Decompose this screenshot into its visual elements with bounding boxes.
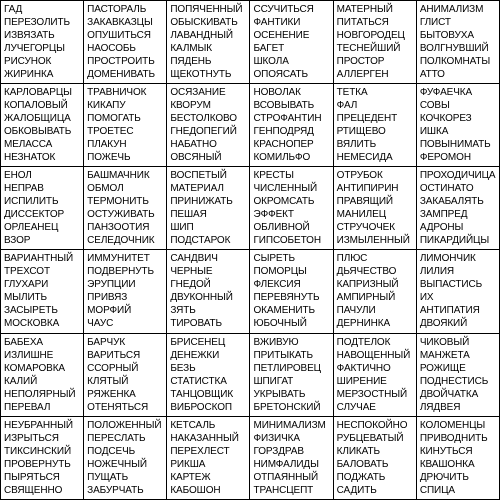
word-item: ОБМОЛ xyxy=(87,183,124,195)
word-item: ПОДСТАРОК xyxy=(170,235,231,247)
grid-cell xyxy=(250,84,333,167)
grid-cell xyxy=(334,250,417,333)
word-item: КРАСНОПЕР xyxy=(253,139,314,151)
word-item: АНИМАЛИЗМ xyxy=(419,4,484,15)
grid-cell xyxy=(334,84,417,167)
word-item: ЖАЛОБЩИЦА xyxy=(4,113,71,125)
word-item: КЛИКАТЬ xyxy=(336,445,380,457)
word-item: МОСКОВКА xyxy=(4,318,60,330)
word-item: РЯЖЕНКА xyxy=(87,388,136,400)
word-item: ПРИТЫКАТЬ xyxy=(253,349,313,361)
grid-cell xyxy=(250,417,333,500)
word-item: МЕЛАССА xyxy=(4,139,53,151)
word-item: ЗАКАВКАЗЦЫ xyxy=(87,17,153,28)
word-item: ТРАНСЦЕПТ xyxy=(253,484,314,496)
word-item: НЕПРАВ xyxy=(4,183,44,195)
word-item: ОПОЯСАТЬ xyxy=(253,69,308,80)
word-item: ПЯДЕНЬ xyxy=(170,56,212,67)
word-item: КАЛИЙ xyxy=(4,375,38,387)
word-item: ОСЕНЕНИЕ xyxy=(253,30,310,41)
word-item: ГЕНПОДРЯД xyxy=(253,126,314,138)
word-item: ПЕШАЯ xyxy=(170,209,207,221)
word-item: ВОЛГНУВШИЙ xyxy=(419,43,489,54)
grid-cell xyxy=(334,1,417,84)
word-item: ОСТУЖИВАТЬ xyxy=(87,209,155,221)
word-item: АТТО xyxy=(419,69,445,80)
word-item: ЩЕКОТНУТЬ xyxy=(170,69,232,80)
word-item: ВСОВЫВАТЬ xyxy=(253,100,315,112)
word-item: СТРОФАНТИН xyxy=(253,113,322,125)
word-item: НАОСОБЬ xyxy=(87,43,136,54)
word-item: НАКАЗАННЫЙ xyxy=(170,432,239,444)
word-item: ЗАБУРЧАТЬ xyxy=(87,484,144,496)
word-item: АДРОНЫ xyxy=(419,222,464,234)
word-item: ПРЕЦЕДЕНТ xyxy=(336,113,398,125)
word-item: АНТИПИРИН xyxy=(336,183,399,195)
word-item: САНДВИЧ xyxy=(170,253,218,265)
grid-cell xyxy=(84,417,167,500)
word-item: АНТИПАТИЯ xyxy=(419,305,480,317)
word-item: ПРИНИЖАТЬ xyxy=(170,196,233,208)
word-item: МОРФИЙ xyxy=(87,305,132,317)
word-item: ПАЧУЛИ xyxy=(336,305,376,317)
word-item: ПЕТЛИРОВЕЦ xyxy=(253,362,321,374)
word-item: МАТЕРИАЛ xyxy=(170,183,224,195)
word-item: БЕСТОЛКОВО xyxy=(170,113,237,125)
word-item: ЛИМОНЧИК xyxy=(419,253,476,265)
word-item: ПОМОГАТЬ xyxy=(87,113,141,125)
word-item: ФЕРОМОН xyxy=(419,152,471,164)
word-item: ЧЕРНЫЕ xyxy=(170,266,213,278)
word-item: ССУЧИТЬСЯ xyxy=(253,4,314,15)
word-item: ИШКА xyxy=(419,126,449,138)
word-item: ДЬЯЧЕСТВО xyxy=(336,266,397,278)
word-item: ПОПЯЧЕННЫЙ xyxy=(170,4,243,15)
word-item: НОВОЛАК xyxy=(253,87,301,99)
word-item: ГИПСОБЕТОН xyxy=(253,235,321,247)
word-item: ЭФФЕКТ xyxy=(253,209,294,221)
word-item: ПОМОРЦЫ xyxy=(253,266,307,278)
grid-cell xyxy=(167,84,250,167)
word-item: ФАЛ xyxy=(336,100,358,112)
word-item: ЖИРИНКА xyxy=(4,69,54,80)
word-item: ДОМЕНИВАТЬ xyxy=(87,69,156,80)
grid-cell xyxy=(84,84,167,167)
grid-cell xyxy=(84,1,167,84)
word-item: ЛИЛИЯ xyxy=(419,266,455,278)
word-item: ЗАМПРЕД xyxy=(419,209,468,221)
word-item: ДВОЙЧАТКА xyxy=(419,388,479,400)
word-item: БЕЗЬ xyxy=(170,362,196,374)
word-item: ДРЮЧИТЬ xyxy=(419,471,469,483)
word-item: РУБЦЕВАТЫЙ xyxy=(336,432,404,444)
word-item: ОТЕНЯТЬСЯ xyxy=(87,401,149,413)
word-item: ПОЛКОМНАТЫ xyxy=(419,56,491,67)
word-item: ЮБОЧНЫЙ xyxy=(253,318,307,330)
word-item: ТЕРМОНИТЬ xyxy=(87,196,149,208)
word-item: ГОРЗДРАВ xyxy=(253,445,304,457)
word-item: АМПИРНЫЙ xyxy=(336,292,396,304)
word-item: ВЗОР xyxy=(4,235,31,247)
word-item: КОЛОМЕНЦЫ xyxy=(419,419,486,431)
word-item: СПИЦА xyxy=(419,484,455,496)
word-item: ССОРНЫЙ xyxy=(87,362,139,374)
word-item: БАБЕХА xyxy=(4,336,43,348)
word-item: ВЯЛИТЬ xyxy=(336,139,377,151)
word-item: РОЖИЩЕ xyxy=(419,362,466,374)
word-item: ЧАУС xyxy=(87,318,114,330)
grid-cell xyxy=(417,250,500,333)
word-item: НЕУБРАННЫЙ xyxy=(4,419,73,431)
word-item: ПЛАКУН xyxy=(87,139,127,151)
grid-cell xyxy=(417,84,500,167)
word-item: СТАТИСТКА xyxy=(170,375,227,387)
grid-cell xyxy=(250,167,333,250)
word-item: ПРОВЕРНУТЬ xyxy=(4,458,71,470)
word-item: КИКАПУ xyxy=(87,100,126,112)
word-item: ПЫРЯТЬСЯ xyxy=(4,471,60,483)
word-item: ПОДСЕЧЬ xyxy=(87,445,136,457)
word-item: КОМАРОВКА xyxy=(4,362,65,374)
word-item: ПОВЫНИМАТЬ xyxy=(419,139,491,151)
word-item: БРЕТОНСКИЙ xyxy=(253,401,321,413)
word-item: ПУЩАТЬ xyxy=(87,471,129,483)
word-item: НАВОЩЕННЫЙ xyxy=(336,349,411,361)
word-item: ЛУЧЕГОРЦЫ xyxy=(4,43,65,54)
word-item: ШКОЛА xyxy=(253,56,289,67)
word-item: КАРТЕЖ xyxy=(170,471,211,483)
word-item: МАТЕРНЫЙ xyxy=(336,4,393,15)
word-item: ОВСЯНЫЙ xyxy=(170,152,222,164)
word-item: СЕЛЕДОЧНИК xyxy=(87,235,155,247)
word-item: КЕТСАЛЬ xyxy=(170,419,216,431)
word-item: СТРУЧОЧЕК xyxy=(336,222,395,234)
word-item: КОЧКОРЕЗ xyxy=(419,113,472,125)
word-item: ИХ xyxy=(419,292,434,304)
word-item: ПРАВЯЩИЙ xyxy=(336,196,394,208)
word-item: ПОДЖАТЬ xyxy=(336,471,386,483)
word-item: ПОДТЕЛОК xyxy=(336,336,391,348)
word-item: БАЛОВАТЬ xyxy=(336,458,389,470)
word-item: ЧИКОВЫЙ xyxy=(419,336,470,348)
word-item: ФЛЕКСИЯ xyxy=(253,279,301,291)
word-item: ТРЕХСОТ xyxy=(4,266,50,278)
word-item: ПРОСТРОИТЬ xyxy=(87,56,155,67)
grid-cell xyxy=(167,250,250,333)
word-item: КЛЯТЫЙ xyxy=(87,375,129,387)
word-item: НОЖЕЧНЫЙ xyxy=(87,458,147,470)
word-item: САДИТЬ xyxy=(336,484,377,496)
word-item: ИЗМЫЛЕННЫЙ xyxy=(336,235,410,247)
grid-cell xyxy=(1,84,84,167)
word-item: ТЕСНЕЙШИЙ xyxy=(336,43,401,54)
word-item: ДВУКОННЫЙ xyxy=(170,292,233,304)
word-item: СОВЫ xyxy=(419,100,450,112)
word-item: БАГЕТ xyxy=(253,43,285,54)
word-item: БАШМАЧНИК xyxy=(87,170,150,182)
word-item: ВАРИТЬСЯ xyxy=(87,349,141,361)
grid-cell xyxy=(167,167,250,250)
word-item: АЛЛЕРГЕН xyxy=(336,69,389,80)
word-item: ПОДНЕСТИСЬ xyxy=(419,375,489,387)
word-item: ФАНТИКИ xyxy=(253,17,301,28)
grid-cell xyxy=(250,334,333,417)
word-item: ПРИВЯЗ xyxy=(87,292,128,304)
word-item: ИЗРЫТЬСЯ xyxy=(4,432,59,444)
word-item: ЗАСЫРЕТЬ xyxy=(4,305,58,317)
word-item: КВОРУМ xyxy=(170,100,211,112)
word-item: ШИРЕНИЕ xyxy=(336,375,387,387)
grid-cell xyxy=(417,334,500,417)
word-item: ДЕНЕЖКИ xyxy=(170,349,220,361)
word-item: ЧИСЛЕННЫЙ xyxy=(253,183,318,195)
word-item: МАНЖЕТА xyxy=(419,349,470,361)
word-item: КОМИЛЬФО xyxy=(253,152,311,164)
word-item: ФИЗИЧКА xyxy=(253,432,300,444)
word-item: КОПАЛОВЫЙ xyxy=(4,100,68,112)
word-item: КИНУТЬСЯ xyxy=(419,445,473,457)
word-item: ЭРУПЦИИ xyxy=(87,279,136,291)
word-item: ПАНЗООТИЯ xyxy=(87,222,150,234)
word-item: БРИСЕНЕЦ xyxy=(170,336,226,348)
word-item: НЕЗНАТОК xyxy=(4,152,56,164)
word-item: ВАРИАНТНЫЙ xyxy=(4,253,74,265)
grid-cell xyxy=(1,417,84,500)
word-item: ЗЯТЬ xyxy=(170,305,196,317)
word-item: ПИКАРДИЙЦЫ xyxy=(419,235,490,247)
word-item: ВИБРОСКОП xyxy=(170,401,232,413)
word-item: ГЛИСТ xyxy=(419,17,451,28)
grid-cell xyxy=(84,167,167,250)
word-item: ВЫПАСТИСЬ xyxy=(419,279,483,291)
word-item: БЫТОВУХА xyxy=(419,30,474,41)
word-item: ОТПАЯННЫЙ xyxy=(253,471,319,483)
word-item: КАБОШОН xyxy=(170,484,221,496)
word-item: ТРАВНИЧОК xyxy=(87,87,147,99)
word-item: ИММУНИТЕТ xyxy=(87,253,150,265)
grid-cell xyxy=(167,417,250,500)
grid-cell xyxy=(334,334,417,417)
word-item: ПИТАТЬСЯ xyxy=(336,17,389,28)
word-item: ПРОХОДИЧИЦА xyxy=(419,170,496,182)
word-item: ПРОСТОР xyxy=(336,56,385,67)
word-item: КРЕСТЫ xyxy=(253,170,294,182)
grid-cell xyxy=(1,167,84,250)
word-item: МИНИМАЛИЗМ xyxy=(253,419,326,431)
word-item: ПЕРЕСЛАТЬ xyxy=(87,432,146,444)
word-item: КВАШОНКА xyxy=(419,458,475,470)
word-item: СЛУЧАЕ xyxy=(336,401,376,413)
word-item: ГЛУХАРИ xyxy=(4,279,49,291)
word-item: НОВГОРОДЕЦ xyxy=(336,30,405,41)
word-item: ОСТИНАТО xyxy=(419,183,474,195)
word-item: ЛЯДВЕЯ xyxy=(419,401,461,413)
word-item: ОСЯЗАНИЕ xyxy=(170,87,226,99)
word-item: ШИП xyxy=(170,222,194,234)
word-item: РТИЩЕВО xyxy=(336,126,386,138)
word-item: ТЕТКА xyxy=(336,87,368,99)
grid-cell xyxy=(334,417,417,500)
word-item: ЛАВАНДНЫЙ xyxy=(170,30,233,41)
word-item: НЕПОЛЯРНЫЙ xyxy=(4,388,76,400)
word-item: ФАКТИЧНО xyxy=(336,362,391,374)
word-item: КАРЛОВАРЦЫ xyxy=(4,87,72,99)
word-item: НЕСПОКОЙНО xyxy=(336,419,408,431)
word-item: ГНЕДОЙ xyxy=(170,279,211,291)
word-item: ЕНОЛ xyxy=(4,170,32,182)
word-item: МЕРЗОСТНЫЙ xyxy=(336,388,408,400)
word-item: ПОДВЕРНУТЬ xyxy=(87,266,154,278)
word-item: ФУФАЕЧКА xyxy=(419,87,473,99)
grid-cell xyxy=(417,167,500,250)
word-item: МЫЛИТЬ xyxy=(4,292,48,304)
word-item: ПОЛОЖЕННЫЙ xyxy=(87,419,162,431)
word-item: ВЖИВУЮ xyxy=(253,336,299,348)
word-item: КАЛМЫК xyxy=(170,43,213,54)
word-item: ВОСПЕТЫЙ xyxy=(170,170,227,182)
word-item: ИЗВЯЗАТЬ xyxy=(4,30,55,41)
grid-cell xyxy=(417,1,500,84)
word-item: РИСУНОК xyxy=(4,56,52,67)
word-item: ОРЛЕАНЕЦ xyxy=(4,222,59,234)
word-item: ОТРУБОК xyxy=(336,170,383,182)
word-item: ЗАКАБАЛЯТЬ xyxy=(419,196,484,208)
word-item: БАРЧУК xyxy=(87,336,126,348)
word-item: УКРЫВАТЬ xyxy=(253,388,306,400)
grid-cell xyxy=(250,250,333,333)
grid-cell xyxy=(167,1,250,84)
word-item: ГНЕДОПЕГИЙ xyxy=(170,126,237,138)
word-item: ОКРОМСАТЬ xyxy=(253,196,315,208)
grid-cell xyxy=(84,334,167,417)
word-item: ПЕРЕЗОЛИТЬ xyxy=(4,17,70,28)
word-item: ГАД xyxy=(4,4,23,15)
word-item: КАПРИЗНЫЙ xyxy=(336,279,399,291)
word-item: РИКША xyxy=(170,458,206,470)
grid-cell xyxy=(167,334,250,417)
word-item: ПЕРЕВЯНУТЬ xyxy=(253,292,320,304)
word-item: ПЕРЕВАЛ xyxy=(4,401,51,413)
word-item: ПРИВОДНИТЬ xyxy=(419,432,488,444)
word-item: ПАСТОРАЛЬ xyxy=(87,4,147,15)
grid-cell xyxy=(1,334,84,417)
word-item: ТАНЦОВЩИК xyxy=(170,388,234,400)
word-item: СЫРЕТЬ xyxy=(253,253,295,265)
word-item: ДИССЕКТОР xyxy=(4,209,65,221)
grid-cell xyxy=(417,417,500,500)
grid-cell xyxy=(250,1,333,84)
word-item: ОБКОВЫВАТЬ xyxy=(4,126,72,138)
word-item: ИСПИЛИТЬ xyxy=(4,196,59,208)
word-item: СВЯЩЕННО xyxy=(4,484,63,496)
word-item: ТРОЕТЕС xyxy=(87,126,134,138)
word-item: ОПУШИТЬСЯ xyxy=(87,30,151,41)
word-item: ПЕРЕХЛЕСТ xyxy=(170,445,230,457)
word-item: ПОЖЕЧЬ xyxy=(87,152,131,164)
word-item: ДЕРНИНКА xyxy=(336,318,391,330)
grid-cell xyxy=(334,167,417,250)
word-item: НАБАТНО xyxy=(170,139,217,151)
word-item: НИМФАЛИДЫ xyxy=(253,458,319,470)
word-item: ОБЫСКИВАТЬ xyxy=(170,17,238,28)
word-item: ОКАМЕНИТЬ xyxy=(253,305,315,317)
grid-cell xyxy=(1,1,84,84)
word-item: ШПИГАТ xyxy=(253,375,294,387)
word-item: НЕМЕСИДА xyxy=(336,152,393,164)
word-item: ТИКСИНСКИЙ xyxy=(4,445,72,457)
word-item: ПЛЮС xyxy=(336,253,368,265)
grid-cell xyxy=(84,250,167,333)
grid-cell xyxy=(1,250,84,333)
word-item: МАНИЛЕЦ xyxy=(336,209,386,221)
word-item: ОБЛИВНОЙ xyxy=(253,222,310,234)
word-item: ИЗЛИШНЕ xyxy=(4,349,54,361)
word-item: ТИРОВАТЬ xyxy=(170,318,222,330)
word-item: ДВОЯКИЙ xyxy=(419,318,468,330)
